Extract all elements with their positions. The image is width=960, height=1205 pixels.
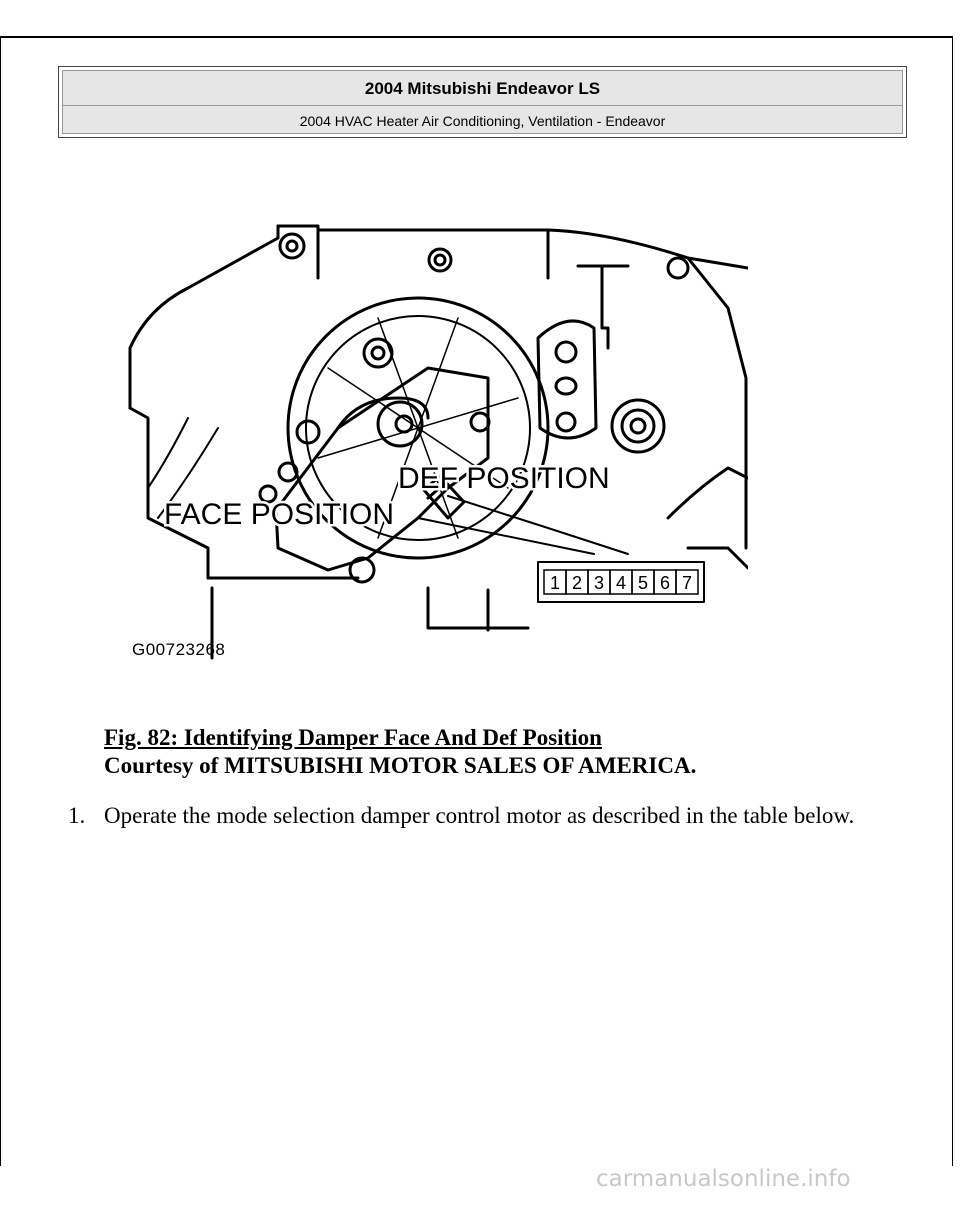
figure-code: G00723268 <box>132 640 226 659</box>
document-header <box>58 66 907 138</box>
connector-pin-3: 3 <box>593 573 605 593</box>
header-panel <box>62 70 903 134</box>
figure-caption <box>104 724 696 780</box>
figure-courtesy: Courtesy of MITSUBISHI MOTOR SALES OF AMERICA. <box>104 753 697 778</box>
header-subtitle: 2004 HVAC Heater Air Conditioning, Ventilation - Endeavor <box>299 113 666 129</box>
step-number: 1. <box>68 803 86 828</box>
connector-pin-5: 5 <box>637 573 649 593</box>
connector-pin-6: 6 <box>659 573 671 593</box>
header-title: 2004 Mitsubishi Endeavor LS <box>364 79 601 98</box>
figure-caption-title: Fig. 82: Identifying Damper Face And Def Position <box>104 725 602 750</box>
connector-pin-1: 1 <box>549 573 561 593</box>
watermark: carmanualsonline.info <box>596 1166 851 1192</box>
damper-motor-illustration <box>128 218 748 666</box>
header-divider <box>63 105 902 106</box>
connector-pin-2: 2 <box>571 573 583 593</box>
connector-pin-4: 4 <box>615 573 627 593</box>
connector-pin-7: 7 <box>681 573 693 593</box>
face-position-label: FACE POSITION <box>164 498 395 531</box>
def-position-label: DEF POSITION <box>398 462 610 495</box>
step-text: Operate the mode selection damper control motor as described in the table below. <box>104 803 855 828</box>
